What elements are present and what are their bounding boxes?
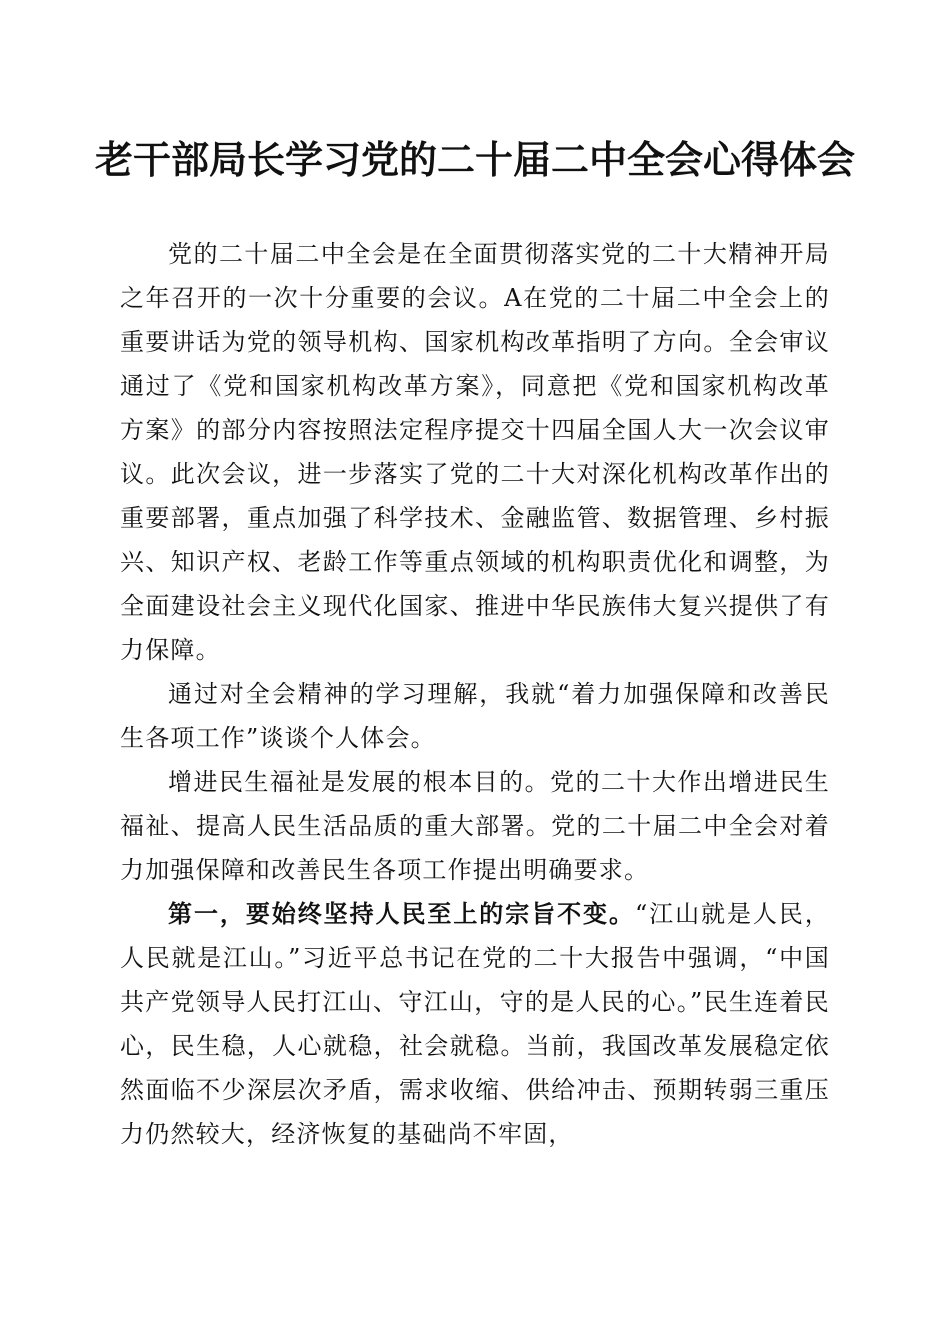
paragraph-4-lead: 第一，要始终坚持人民至上的宗旨不变。 (168, 899, 635, 928)
paragraph-4 (120, 892, 830, 1156)
paragraph-3 (120, 760, 830, 892)
paragraph-2 (120, 672, 830, 760)
paragraph-3-text: 增进民生福祉是发展的根本目的。党的二十大作出增进民生福祉、提高人民生活品质的重大部署。党的二十届二中全会对着力加强保障和改善民生各项工作提出明确要求。 (120, 768, 830, 884)
paragraph-4-text: “江山就是人民，人民就是江山。”习近平总书记在党的二十大报告中强调，“中国共产党领导人民打江山、守江山，守的是人民的心。”民生连着民心，民生稳，人心就稳，社会就稳。当前，我国改革发展稳定依然面临不少深层次矛盾，需求收缩、供给冲击、预期转弱三重压力仍然较大，经济恢复的基础尚不牢固， (120, 900, 830, 1148)
document-title: 老干部局长学习党的二十届二中全会心得体会 (94, 137, 855, 182)
paragraph-1 (120, 232, 830, 672)
document-body (120, 232, 830, 1156)
paragraph-2-text: 通过对全会精神的学习理解，我就“着力加强保障和改善民生各项工作”谈谈个人体会。 (120, 680, 830, 752)
paragraph-1-text: 党的二十届二中全会是在全面贯彻落实党的二十大精神开局之年召开的一次十分重要的会议。A在党的二十届二中全会上的重要讲话为党的领导机构、国家机构改革指明了方向。全会审议通过了《党和国家机构改革方案》，同意把《党和国家机构改革方案》的部分内容按照法定程序提交十四届全国人大一次会议审议。此次会议，进一步落实了党的二十大对深化机构改革作出的重要部署，重点加强了科学技术、金融监管、数据管理、乡村振兴、知识产权、老龄工作等重点领域的机构职责优化和调整，为全面建设社会主义现代化国家、推进中华民族伟大复兴提供了有力保障。 (120, 240, 830, 664)
